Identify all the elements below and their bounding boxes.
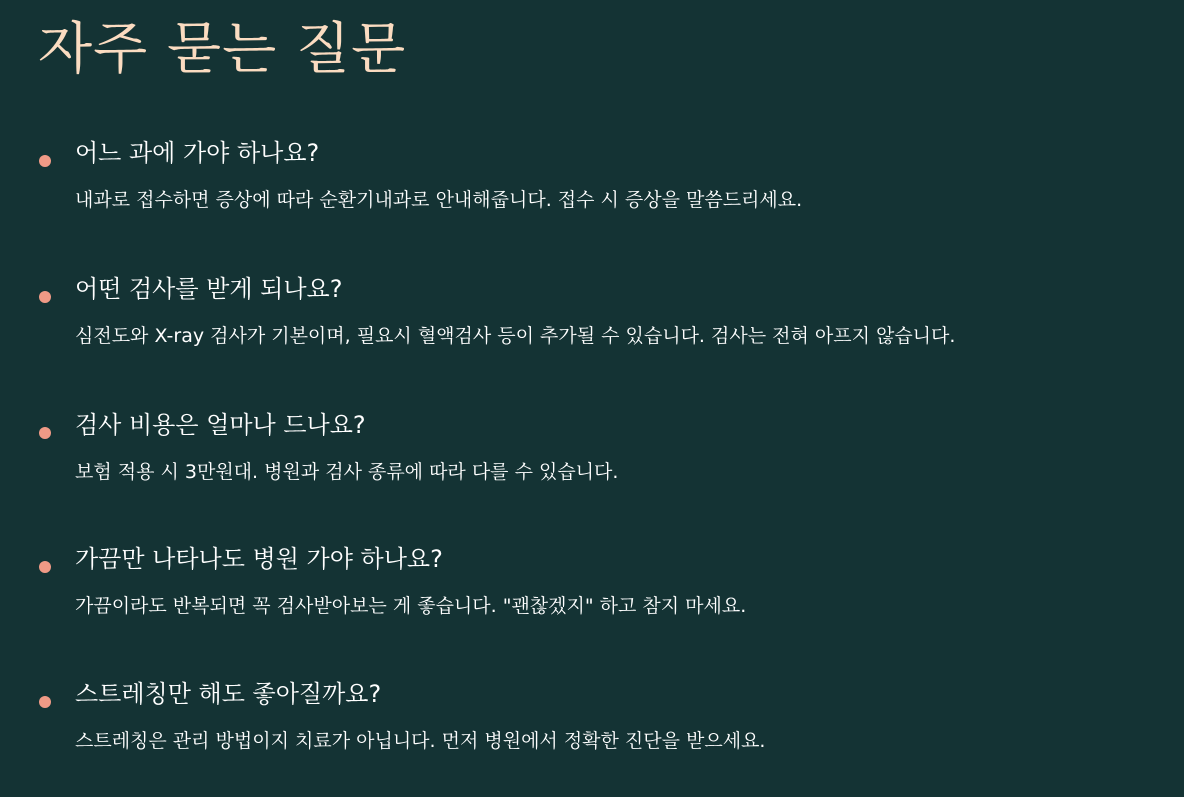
faq-item xyxy=(0,408,1184,528)
faq-answer: 심전도와 X-ray 검사가 기본이며, 필요시 혈액검사 등이 추가될 수 있습니다. 검사는 전혀 아프지 않습니다. xyxy=(75,325,956,347)
bullet-dot-icon xyxy=(39,696,51,708)
faq-question: 어느 과에 가야 하나요? xyxy=(75,139,320,167)
faq-item xyxy=(0,272,1184,392)
faq-question: 가끔만 나타나도 병원 가야 하나요? xyxy=(75,545,443,573)
faq-answer: 스트레칭은 관리 방법이지 치료가 아닙니다. 먼저 병원에서 정확한 진단을 받으세요. xyxy=(75,730,766,752)
faq-item xyxy=(0,542,1184,662)
faq-answer: 가끔이라도 반복되면 꼭 검사받아보는 게 좋습니다. "괜찮겠지" 하고 참지 마세요. xyxy=(75,595,747,617)
faq-question: 스트레칭만 해도 좋아질까요? xyxy=(75,680,382,708)
faq-answer: 보험 적용 시 3만원대. 병원과 검사 종류에 따라 다를 수 있습니다. xyxy=(75,461,619,483)
faq-answer: 내과로 접수하면 증상에 따라 순환기내과로 안내해줍니다. 접수 시 증상을 말씀드리세요. xyxy=(75,189,803,211)
faq-item xyxy=(0,136,1184,256)
bullet-dot-icon xyxy=(39,155,51,167)
faq-question: 어떤 검사를 받게 되나요? xyxy=(75,275,343,303)
faq-question: 검사 비용은 얼마나 드나요? xyxy=(75,411,366,439)
page-title: 자주 묻는 질문 xyxy=(38,17,407,82)
bullet-dot-icon xyxy=(39,427,51,439)
bullet-dot-icon xyxy=(39,291,51,303)
bullet-dot-icon xyxy=(39,561,51,573)
faq-item xyxy=(0,677,1184,797)
